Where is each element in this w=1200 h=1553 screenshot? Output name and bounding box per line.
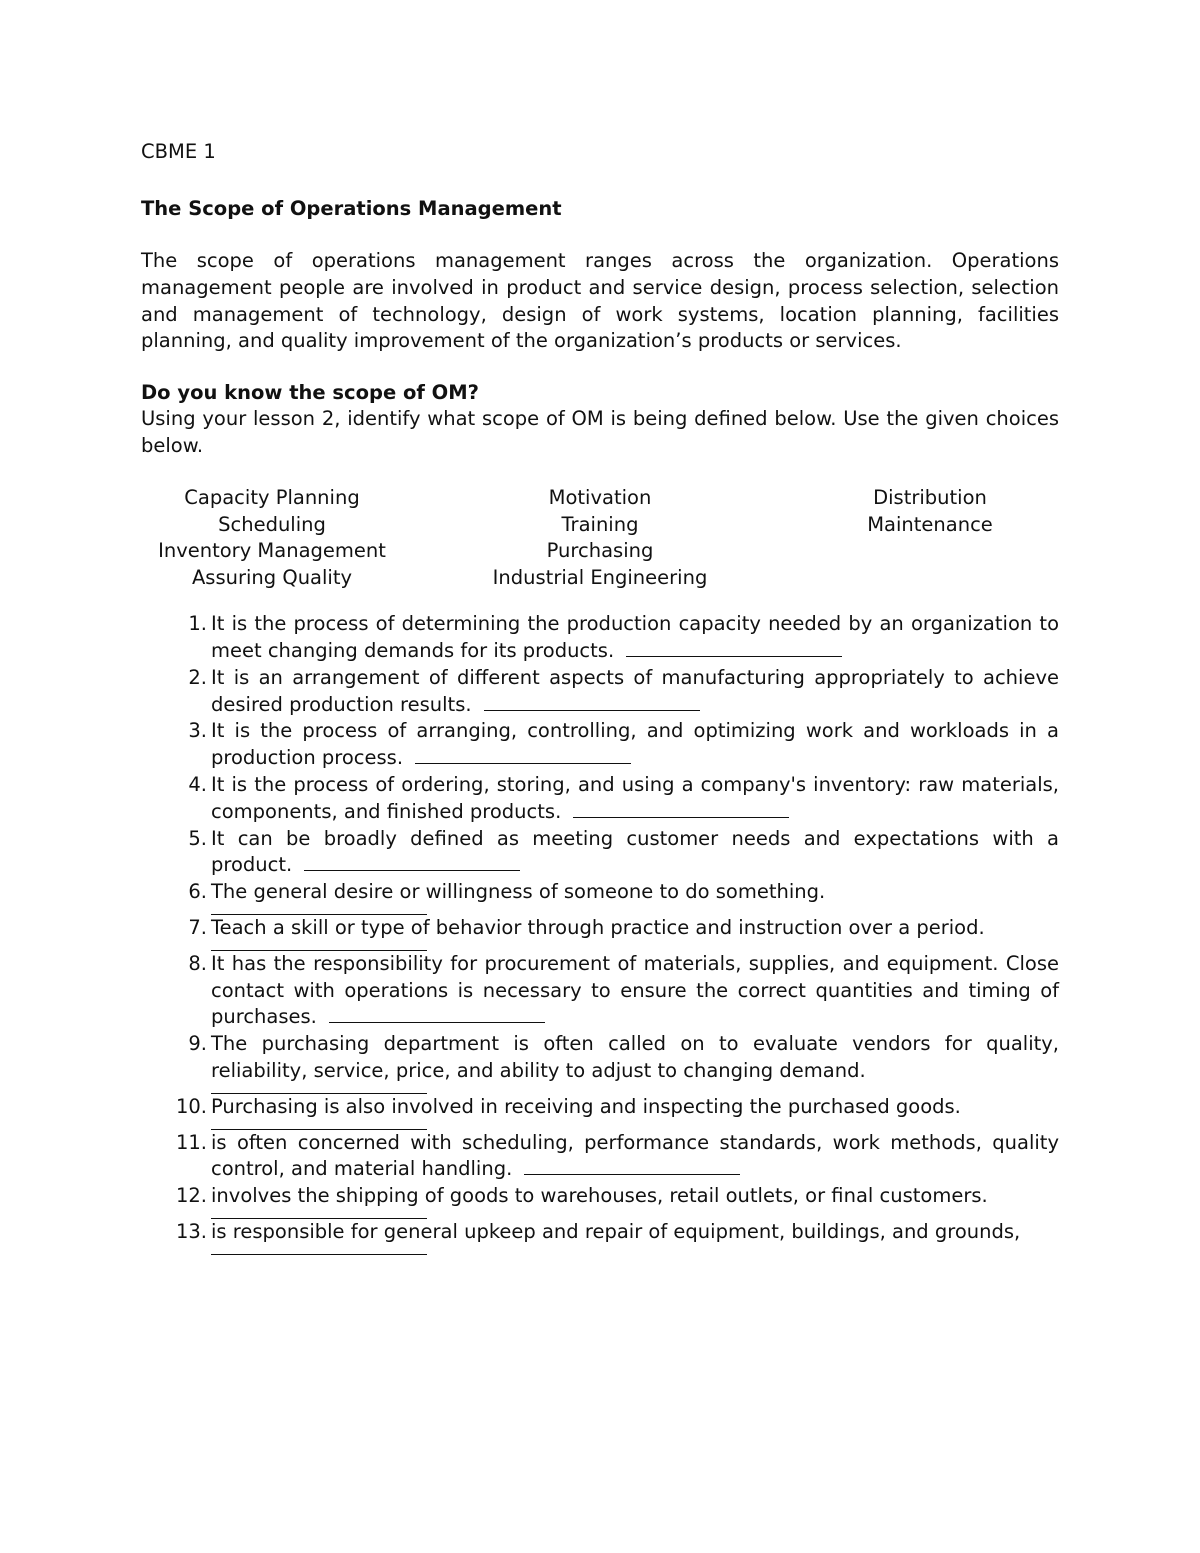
- section-heading: Do you know the scope of OM?: [141, 381, 479, 405]
- question-text: It is an arrangement of different aspects of manufacturing appropriately to achieve desired production results.: [211, 665, 1059, 716]
- answer-blank[interactable]: [415, 745, 631, 764]
- answer-blank[interactable]: [211, 906, 427, 915]
- answer-blank[interactable]: [524, 1156, 740, 1175]
- question-text: It is the process of arranging, controlling, and optimizing work and workloads in a production process.: [211, 719, 1059, 770]
- question-item: [141, 1094, 1059, 1130]
- question-number: 6.: [188, 880, 207, 904]
- question-item: [141, 1183, 1059, 1219]
- answer-blank[interactable]: [626, 638, 842, 657]
- instructions-paragraph: Using your lesson 2, identify what scope of OM is being defined below. Use the given choices below.: [141, 407, 1059, 457]
- question-item: [141, 879, 1059, 915]
- question-item: [141, 1130, 1059, 1184]
- question-item: [141, 718, 1059, 772]
- choice-item: Inventory Management: [158, 539, 386, 563]
- question-number: 5.: [188, 826, 207, 850]
- choice-item: Motivation: [548, 486, 652, 510]
- question-text: It can be broadly defined as meeting customer needs and expectations with a product.: [211, 826, 1059, 877]
- question-text: is responsible for general upkeep and repair of equipment, buildings, and grounds,: [211, 1219, 1021, 1243]
- choice-item: Purchasing: [546, 539, 654, 563]
- question-item: [141, 665, 1059, 719]
- question-list: [141, 611, 1059, 1255]
- choices-list: [141, 485, 1059, 589]
- choices-column-1: [141, 485, 403, 591]
- question-number: 4.: [188, 772, 207, 796]
- question-item: [141, 611, 1059, 665]
- question-number: 2.: [188, 665, 207, 689]
- intro-paragraph: The scope of operations management ranges across the organization. Operations management people are involved in product and service design, process selection, selection and management of technology, design of work systems, location planning, facilities planning, and quality improvement of the organization’s products or services.: [141, 249, 1059, 353]
- document-page: [141, 138, 1059, 1255]
- question-number: 3.: [188, 719, 207, 743]
- question-number: 12.: [175, 1184, 207, 1208]
- question-number: 11.: [175, 1130, 207, 1154]
- question-text: It is the process of ordering, storing, and using a company's inventory: raw materials, components, and finished products.: [211, 772, 1059, 823]
- answer-blank[interactable]: [304, 852, 520, 871]
- answer-blank[interactable]: [211, 1246, 427, 1255]
- question-text: The purchasing department is often called on to evaluate vendors for quality, reliability, service, price, and ability to adjust to changing demand.: [211, 1032, 1059, 1082]
- choices-column-3: [821, 485, 1039, 538]
- question-item: [141, 1219, 1059, 1255]
- question-number: 1.: [188, 612, 207, 636]
- answer-blank[interactable]: [211, 1210, 427, 1219]
- choice-item: Distribution: [873, 486, 987, 510]
- answer-blank[interactable]: [573, 799, 789, 818]
- answer-blank[interactable]: [211, 1085, 427, 1094]
- document-title: The Scope of Operations Management: [141, 197, 562, 220]
- question-text: It has the responsibility for procurement of materials, supplies, and equipment. Close contact with operations is necessary to ensure the correct quantities and timing of purchases.: [211, 951, 1059, 1029]
- question-item: [141, 951, 1059, 1031]
- question-text: It is the process of determining the production capacity needed by an organization to meet changing demands for its products.: [211, 612, 1059, 662]
- choice-item: Maintenance: [867, 512, 993, 536]
- question-text: involves the shipping of goods to warehouses, retail outlets, or final customers.: [211, 1184, 988, 1208]
- answer-blank[interactable]: [484, 692, 700, 711]
- question-text: The general desire or willingness of someone to do something.: [211, 880, 826, 904]
- question-text: Purchasing is also involved in receiving and inspecting the purchased goods.: [211, 1094, 961, 1118]
- question-number: 7.: [188, 915, 207, 939]
- question-item: [141, 915, 1059, 951]
- question-item: [141, 772, 1059, 826]
- choice-item: Capacity Planning: [184, 486, 360, 510]
- course-code: CBME 1: [141, 140, 216, 163]
- choices-column-2: [471, 485, 729, 591]
- question-item: [141, 1031, 1059, 1094]
- answer-blank[interactable]: [329, 1004, 545, 1023]
- choice-item: Training: [561, 512, 639, 536]
- question-number: 10.: [175, 1094, 207, 1118]
- choice-item: Scheduling: [218, 512, 326, 536]
- question-item: [141, 826, 1059, 880]
- question-number: 13.: [175, 1219, 207, 1243]
- question-number: 8.: [188, 951, 207, 975]
- choice-item: Industrial Engineering: [492, 565, 708, 589]
- answer-blank[interactable]: [211, 942, 427, 951]
- question-text: is often concerned with scheduling, performance standards, work methods, quality control, and material handling.: [211, 1130, 1059, 1181]
- question-text: Teach a skill or type of behavior through practice and instruction over a period.: [211, 915, 985, 939]
- choice-item: Assuring Quality: [191, 565, 353, 589]
- answer-blank[interactable]: [211, 1121, 427, 1130]
- question-number: 9.: [188, 1032, 207, 1056]
